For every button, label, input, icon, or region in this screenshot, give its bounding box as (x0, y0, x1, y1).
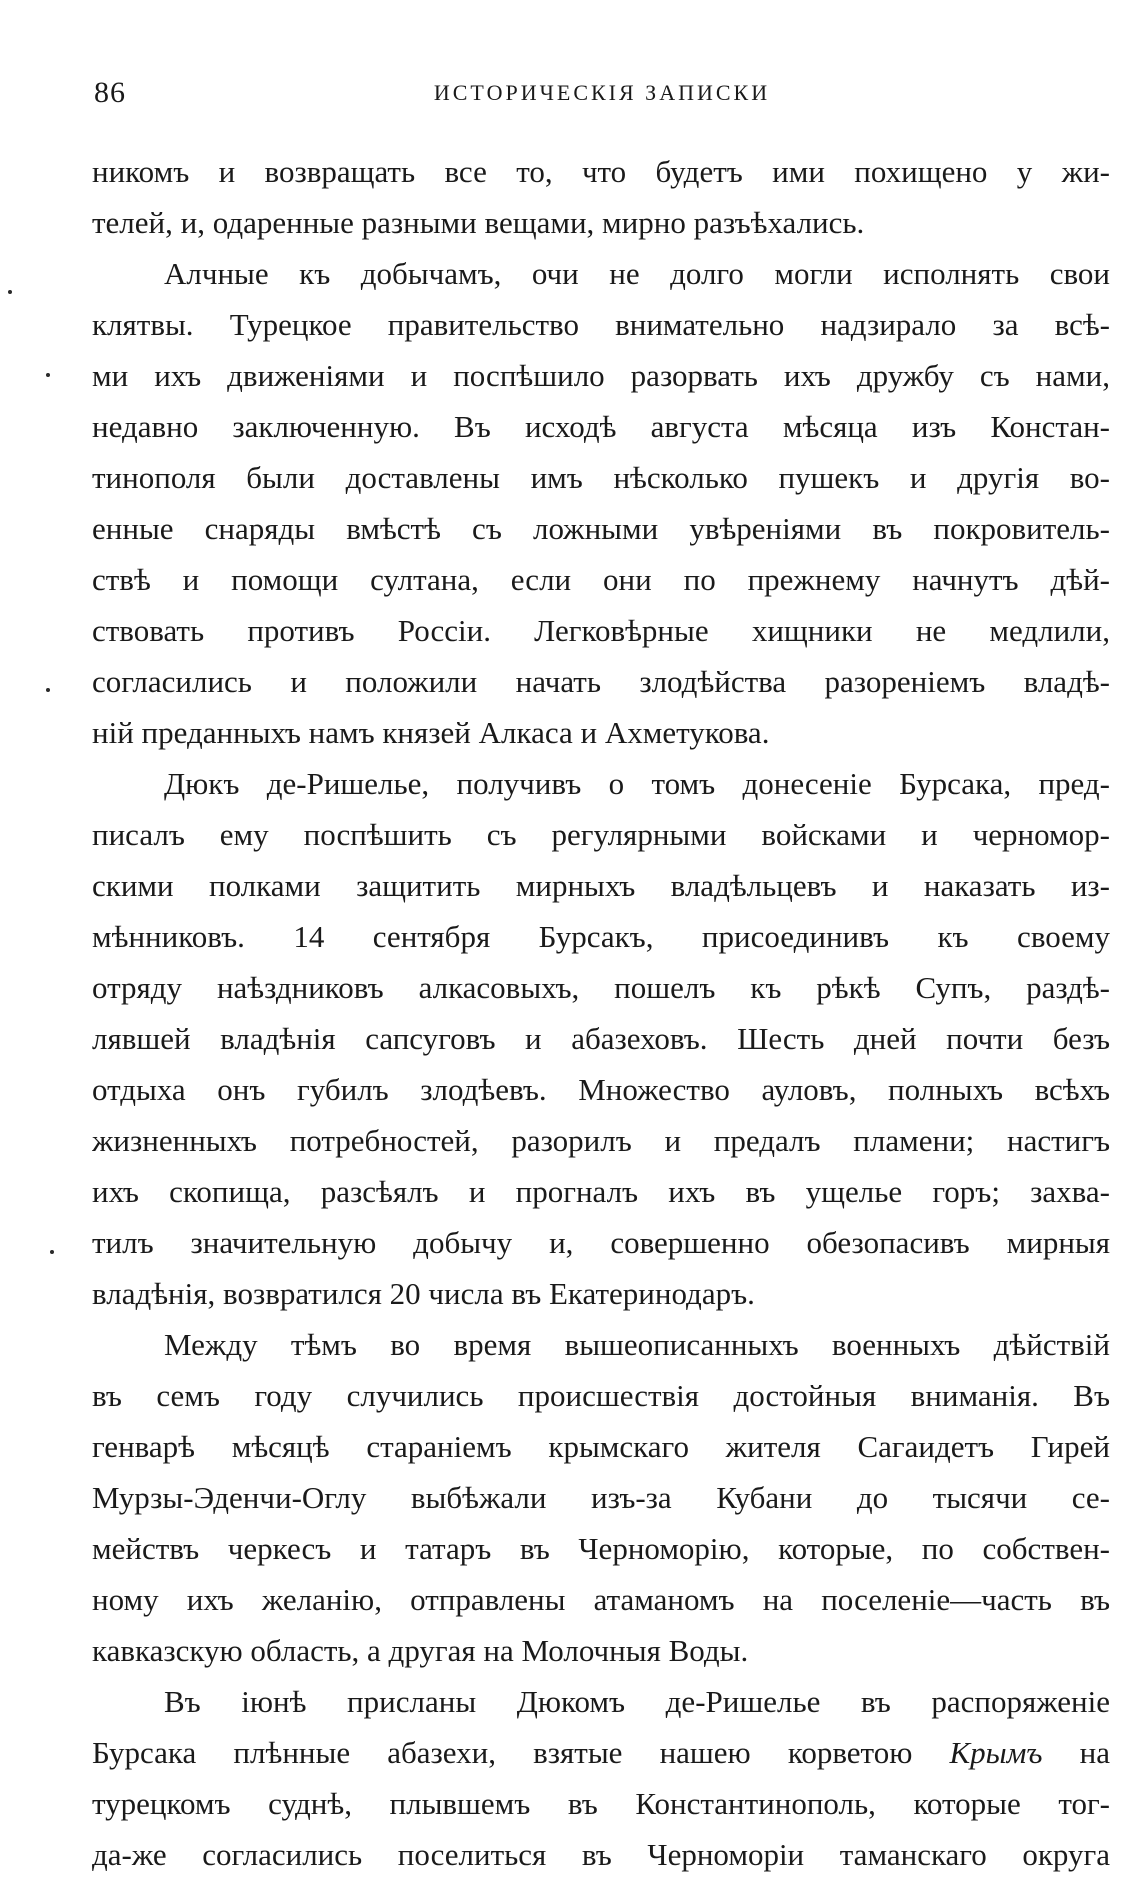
text-line: кавказскую область, а другая на Молочныя Воды. (92, 1633, 749, 1668)
margin-speck (46, 373, 50, 377)
text-line: тинополя были доставлены имъ нѣсколько пушекъ и другія во- (92, 460, 1110, 495)
margin-speck (50, 1250, 54, 1254)
text-line: енные снаряды вмѣстѣ съ ложными увѣреніями въ покровитель- (92, 511, 1110, 546)
margin-speck (46, 688, 50, 692)
text-line: писалъ ему поспѣшить съ регулярными войсками и черномор- (92, 817, 1110, 852)
text-line: никомъ и возвращать все то, что будетъ ими похищено у жи- (92, 154, 1110, 189)
text-line: Бурсака плѣнные абазехи, взятые нашею корветою Крымъ на (92, 1735, 1110, 1770)
running-title: ИСТОРИЧЕСКІЯ ЗАПИСКИ (433, 80, 771, 105)
ship-name: Крымъ (949, 1735, 1043, 1770)
text-line: Между тѣмъ во время вышеописанныхъ военныхъ дѣйствій (164, 1327, 1110, 1362)
text-line: турецкомъ суднѣ, плывшемъ въ Константинополь, которые тог- (92, 1786, 1110, 1821)
text-line: ствѣ и помощи султана, если они по прежнему начнутъ дѣй- (92, 562, 1110, 597)
text-line: ихъ скопища, разсѣялъ и прогналъ ихъ въ ущелье горъ; захва- (92, 1174, 1110, 1209)
margin-speck (8, 290, 12, 294)
text-line: мействъ черкесъ и татаръ въ Черноморію, которые, по собствен- (92, 1531, 1110, 1566)
text-line: генварѣ мѣсяцѣ стараніемъ крымскаго жителя Сагаидетъ Гирей (92, 1429, 1110, 1464)
text-line: въ семъ году случились происшествія достойныя вниманія. Въ (92, 1378, 1110, 1413)
text-line: Въ іюнѣ присланы Дюкомъ де-Ришелье въ распоряженіе (164, 1684, 1110, 1719)
text-line: Дюкъ де-Ришелье, получивъ о томъ донесеніе Бурсака, пред- (164, 766, 1110, 801)
text-line: ній преданныхъ намъ князей Алкаса и Ахметукова. (92, 715, 770, 750)
text-line: тилъ значительную добычу и, совершенно обезопасивъ мирныя (92, 1225, 1110, 1260)
text-line: да-же согласились поселиться въ Черноморіи таманскаго округа (92, 1837, 1110, 1872)
text-line: жизненныхъ потребностей, разорилъ и предалъ пламени; настигъ (92, 1123, 1110, 1158)
text-line: мѣнниковъ. 14 сентября Бурсакъ, присоединивъ къ своему (92, 919, 1110, 954)
text-line: Мурзы-Эденчи-Оглу выбѣжали изъ-за Кубани до тысячи се- (92, 1480, 1110, 1515)
text-line: отряду наѣздниковъ алкасовыхъ, пошелъ къ рѣкѣ Супъ, раздѣ- (92, 970, 1110, 1005)
running-head (94, 76, 1110, 116)
text-line: лявшей владѣнія сапсуговъ и абазеховъ. Шесть дней почти безъ (92, 1021, 1110, 1056)
text-line: недавно заключенную. Въ исходѣ августа мѣсяца изъ Констан- (92, 409, 1110, 444)
body-text (92, 146, 1110, 1880)
text-line: согласились и положили начать злодѣйства разореніемъ владѣ- (92, 664, 1110, 699)
page-number: 86 (94, 76, 126, 109)
text-line: телей, и, одаренные разными вещами, мирно разъѣхались. (92, 205, 865, 240)
text-line: ми ихъ движеніями и поспѣшило разорвать ихъ дружбу съ нами, (92, 358, 1110, 393)
text-line: скими полками защитить мирныхъ владѣльцевъ и наказать из- (92, 868, 1110, 903)
text-line: ствовать противъ Россіи. Легковѣрные хищники не медлили, (92, 613, 1110, 648)
text-line: Алчные къ добычамъ, очи не долго могли исполнять свои (164, 256, 1110, 291)
text-line: ному ихъ желанію, отправлены атаманомъ на поселеніе—часть въ (92, 1582, 1110, 1617)
text-line: клятвы. Турецкое правительство внимательно надзирало за всѣ- (92, 307, 1110, 342)
text-line: отдыха онъ губилъ злодѣевъ. Множество ауловъ, полныхъ всѣхъ (92, 1072, 1110, 1107)
text-line: владѣнія, возвратился 20 числа въ Екатеринодаръ. (92, 1276, 755, 1311)
